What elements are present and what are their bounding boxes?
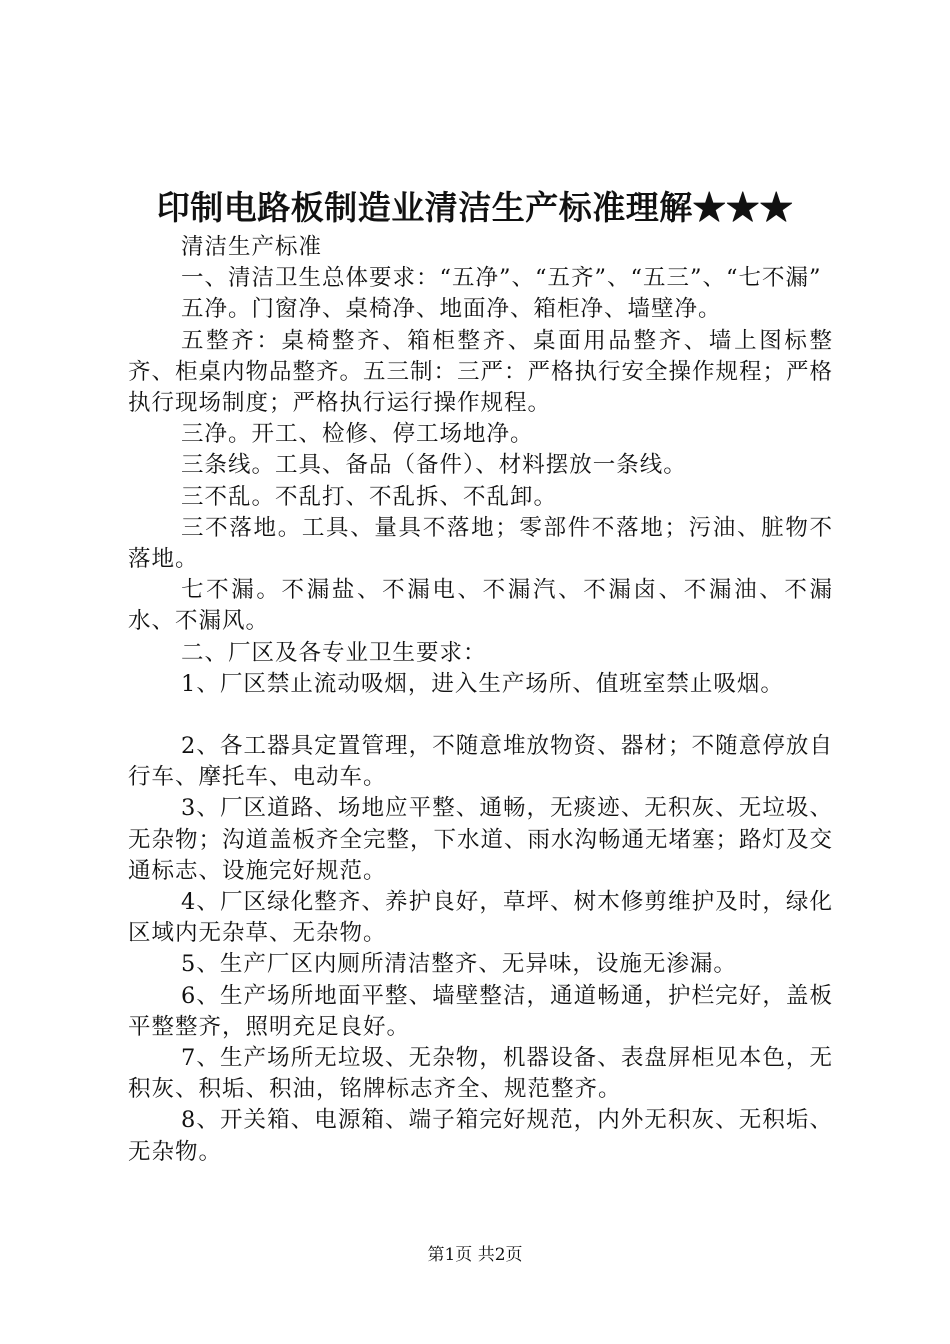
paragraph: 3、厂区道路、场地应平整、通畅，无痰迹、无积灰、无垃圾、无杂物；沟道盖板齐全完整，下水道、雨水沟畅通无堵塞；路灯及交通标志、设施完好规范。 <box>128 795 834 884</box>
paragraph: 七不漏。不漏盐、不漏电、不漏汽、不漏卤、不漏油、不漏水、不漏风。 <box>128 577 833 635</box>
paragraph: 5、生产厂区内厕所清洁整齐、无异味，设施无渗漏。 <box>181 951 737 978</box>
paragraph: 一、清洁卫生总体要求：“五净”、“五齐”、“五三”、“七不漏” <box>181 265 822 292</box>
document-title: 印制电路板制造业清洁生产标准理解★★★ <box>156 188 794 227</box>
paragraph: 三条线。工具、备品（备件）、材料摆放一条线。 <box>181 452 687 479</box>
paragraph: 7、生产场所无垃圾、无杂物，机器设备、表盘屏柜见本色，无积灰、积垢、积油，铭牌标志齐全、规范整齐。 <box>128 1045 833 1103</box>
paragraph: 三净。开工、检修、停工场地净。 <box>181 421 534 448</box>
paragraph: 二、厂区及各专业卫生要求： <box>181 639 487 666</box>
paragraph: 6、生产场所地面平整、墙壁整洁，通道畅通，护栏完好，盖板平整整齐，照明充足良好。 <box>128 982 833 1040</box>
paragraph: 2、各工器具定置管理，不随意堆放物资、器材；不随意停放自行车、摩托车、电动车。 <box>128 733 833 791</box>
page-number: 第1页 共2页 <box>427 1245 523 1265</box>
paragraph: 8、开关箱、电源箱、端子箱完好规范，内外无积灰、无积垢、无杂物。 <box>128 1107 833 1165</box>
paragraph: 五净。门窗净、桌椅净、地面净、箱柜净、墙壁净。 <box>181 296 722 323</box>
paragraph: 清洁生产标准 <box>181 234 323 260</box>
paragraph: 1、厂区禁止流动吸烟，进入生产场所、值班室禁止吸烟。 <box>181 670 784 697</box>
paragraph: 三不落地。工具、量具不落地；零部件不落地；污油、脏物不落地。 <box>128 514 833 573</box>
document-body <box>128 232 833 1168</box>
paragraph: 4、厂区绿化整齐、养护良好，草坪、树木修剪维护及时，绿化区域内无杂草、无杂物。 <box>128 889 833 947</box>
paragraph: 三不乱。不乱打、不乱拆、不乱卸。 <box>181 483 558 510</box>
paragraph: 五整齐：桌椅整齐、箱柜整齐、桌面用品整齐、墙上图标整齐、柜桌内物品整齐。五三制：三严：严格执行安全操作规程；严格执行现场制度；严格执行运行操作规程。 <box>128 327 834 417</box>
